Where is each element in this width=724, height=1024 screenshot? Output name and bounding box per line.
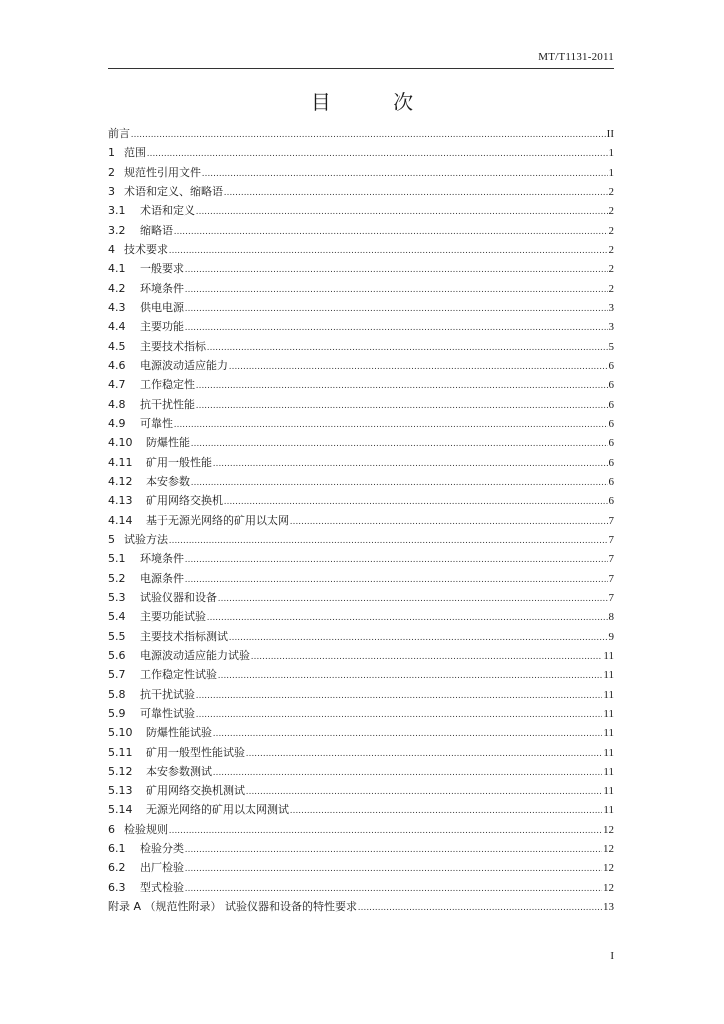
toc-entry[interactable] [108, 491, 614, 510]
toc-leader-dots [185, 840, 602, 859]
toc-entry-title: 电源条件 [140, 571, 184, 585]
toc-entry-number: 4.10 [108, 436, 133, 450]
toc-leader-dots [185, 859, 602, 878]
toc-entry-page: 2 [608, 224, 614, 237]
toc-leader-dots [218, 666, 602, 685]
toc-entry-page: 12 [603, 881, 614, 894]
toc-leader-dots [185, 260, 608, 279]
toc-entry-number: 5.10 [108, 726, 133, 740]
toc-leader-dots [218, 589, 608, 608]
toc-leader-dots [196, 376, 608, 395]
toc-entry-page: 3 [608, 301, 614, 314]
toc-entry-number: 4.2 [108, 281, 126, 295]
toc-leader-dots [131, 125, 606, 144]
toc-entry-page: 11 [603, 707, 614, 720]
toc-entry-number: 4.14 [108, 513, 133, 527]
toc-entry[interactable] [108, 820, 614, 839]
toc-entry-page: 9 [608, 630, 614, 643]
toc-entry[interactable] [108, 414, 614, 433]
toc-entry[interactable] [108, 549, 614, 568]
toc-entry-page: 6 [608, 398, 614, 411]
toc-entry-page: 6 [608, 495, 614, 508]
toc-entry-number: 4 [108, 242, 115, 256]
toc-entry-title: 主要功能试验 [140, 610, 206, 624]
toc-entry-page: 2 [608, 205, 614, 218]
toc-entry[interactable] [108, 723, 614, 742]
toc-entry-number: 4.1 [108, 262, 126, 276]
toc-entry-page: 11 [603, 649, 614, 662]
document-code: MT/T1131-2011 [538, 51, 614, 63]
toc-entry[interactable] [108, 375, 614, 394]
toc-entry-page: 12 [603, 843, 614, 856]
toc-entry-number: 5.1 [108, 552, 126, 566]
toc-entry-page: 6 [608, 417, 614, 430]
toc-entry-number: 5.6 [108, 648, 126, 662]
toc-entry[interactable] [108, 839, 614, 858]
toc-leader-dots [290, 801, 602, 820]
toc-entry-page: 3 [608, 321, 614, 334]
toc-entry[interactable] [108, 530, 614, 549]
toc-entry-title: 抗干扰试验 [140, 687, 195, 701]
toc-entry-page: 2 [608, 263, 614, 276]
toc-entry-title: 工作稳定性试验 [140, 668, 217, 682]
toc-entry-title: 本安参数测试 [146, 764, 212, 778]
toc-entry-page: 11 [603, 804, 614, 817]
toc-entry-page: 6 [608, 437, 614, 450]
toc-leader-dots [185, 570, 608, 589]
toc-entry-number: 4.12 [108, 474, 133, 488]
toc-entry-page: 6 [608, 475, 614, 488]
toc-entry-page: 12 [603, 823, 614, 836]
toc-title: 目 次 [310, 90, 442, 114]
toc-entry-title: 缩略语 [140, 223, 173, 237]
toc-entry-title: 型式检验 [140, 880, 184, 894]
toc-entry-title: 矿用一般性能 [146, 455, 212, 469]
toc-entry[interactable] [108, 627, 614, 646]
toc-entry-title: 出厂检验 [140, 861, 184, 875]
toc-leader-dots [147, 144, 608, 163]
toc-entry-page: 11 [603, 688, 614, 701]
toc-entry-title: 规范性引用文件 [124, 165, 201, 179]
toc-entry-number: 5.5 [108, 629, 126, 643]
toc-entry-title: 电源波动适应能力 [140, 358, 228, 372]
toc-entry[interactable] [108, 685, 614, 704]
toc-entry-number: 4.9 [108, 416, 126, 430]
toc-leader-dots [224, 183, 608, 202]
toc-entry-number: 5.14 [108, 803, 133, 817]
toc-entry-number: 5.4 [108, 610, 126, 624]
toc-entry[interactable] [108, 858, 614, 877]
toc-leader-dots [196, 396, 608, 415]
toc-entry-title: 矿用一般型性能试验 [146, 745, 245, 759]
toc-entry-title: 主要技术指标 [140, 339, 206, 353]
toc-entry-page: 1 [608, 147, 614, 160]
toc-leader-dots [207, 338, 608, 357]
toc-entry-page: 6 [608, 379, 614, 392]
toc-entry-title: 试验方法 [124, 532, 168, 546]
toc-leader-dots [213, 763, 602, 782]
toc-leader-dots [185, 879, 602, 898]
toc-entry-page: 2 [608, 185, 614, 198]
toc-entry-page: 6 [608, 456, 614, 469]
toc-entry-title: 基于无源光网络的矿用以太网 [146, 513, 289, 527]
toc-entry-title: 环境条件 [140, 552, 184, 566]
toc-leader-dots [207, 608, 608, 627]
toc-leader-dots [229, 628, 608, 647]
toc-entry-page: 7 [608, 533, 614, 546]
toc-entry-number: 4.4 [108, 320, 126, 334]
toc-entry[interactable] [108, 395, 614, 414]
toc-entry-title: 检验规则 [124, 822, 168, 836]
toc-entry[interactable] [108, 356, 614, 375]
toc-leader-dots [224, 492, 608, 511]
toc-entry-page: 7 [608, 514, 614, 527]
toc-entry-title: 试验仪器和设备 [140, 590, 217, 604]
toc-entry[interactable] [108, 704, 614, 723]
toc-leader-dots [196, 705, 602, 724]
toc-entry[interactable] [108, 240, 614, 259]
toc-entry-number: 3.2 [108, 223, 126, 237]
toc-entry-title: 主要技术指标测试 [140, 629, 228, 643]
toc-entry-title: 技术要求 [124, 242, 168, 256]
toc-entry-page: 8 [608, 611, 614, 624]
toc-entry-title: 检验分类 [140, 842, 184, 856]
toc-entry-number: 6.2 [108, 861, 126, 875]
toc-entry-number: 4.13 [108, 494, 133, 508]
toc-entry-title: 一般要求 [140, 262, 184, 276]
toc-leader-dots [213, 724, 602, 743]
toc-entry[interactable] [108, 511, 614, 530]
toc-entry-page: 7 [608, 572, 614, 585]
toc-entry-title: 附录 A （规范性附录） 试验仪器和设备的特性要求 [108, 900, 358, 914]
toc-entry-number: 5.12 [108, 764, 133, 778]
toc-entry[interactable] [108, 588, 614, 607]
toc-entry-number: 4.3 [108, 300, 126, 314]
toc-entry-page: 11 [603, 669, 614, 682]
toc-entry-title: 环境条件 [140, 281, 184, 295]
toc-entry-number: 5.9 [108, 706, 126, 720]
toc-entry-title: 无源光网络的矿用以太网测试 [146, 803, 289, 817]
toc-leader-dots [185, 299, 608, 318]
toc-leader-dots [191, 434, 608, 453]
toc-entry-number: 4.7 [108, 378, 126, 392]
toc-entry-page: 7 [608, 591, 614, 604]
toc-entry-page: 1 [608, 166, 614, 179]
toc-entry[interactable] [108, 453, 614, 472]
toc-entry[interactable] [108, 298, 614, 317]
toc-entry-number: 6.1 [108, 842, 126, 856]
toc-leader-dots [290, 512, 608, 531]
toc-entry-number: 5.8 [108, 687, 126, 701]
toc-entry[interactable] [108, 433, 614, 452]
toc-leader-dots [358, 898, 602, 917]
toc-entry[interactable] [108, 279, 614, 298]
toc-entry-number: 5.13 [108, 784, 133, 798]
toc-leader-dots [185, 318, 608, 337]
toc-entry-page: 7 [608, 553, 614, 566]
toc-entry[interactable] [108, 124, 614, 143]
toc-entry-number: 3 [108, 184, 115, 198]
toc-entry[interactable] [108, 259, 614, 278]
toc-entry-number: 5.7 [108, 668, 126, 682]
toc-entry-title: 范围 [124, 146, 146, 160]
toc-entry-number: 6.3 [108, 880, 126, 894]
toc-entry-title: 术语和定义 [140, 204, 195, 218]
toc-entry[interactable] [108, 221, 614, 240]
toc-entry-number: 5 [108, 532, 115, 546]
toc-entry-page: 2 [608, 243, 614, 256]
toc-leader-dots [196, 686, 602, 705]
toc-entry[interactable] [108, 201, 614, 220]
toc-entry[interactable] [108, 800, 614, 819]
toc-entry-title: 防爆性能 [146, 436, 190, 450]
toc-entry-page: 13 [603, 901, 614, 914]
toc-entry[interactable] [108, 878, 614, 897]
toc-leader-dots [229, 357, 608, 376]
toc-entry-number: 5.3 [108, 590, 126, 604]
toc-leader-dots [251, 647, 602, 666]
toc-entry-number: 4.11 [108, 455, 133, 469]
toc-entry[interactable] [108, 897, 614, 916]
toc-entry-number: 5.11 [108, 745, 133, 759]
toc-entry-title: 工作稳定性 [140, 378, 195, 392]
toc-entry-page: 12 [603, 862, 614, 875]
toc-entry-title: 可靠性试验 [140, 706, 195, 720]
toc-leader-dots [196, 202, 608, 221]
toc-leader-dots [169, 821, 602, 840]
toc-entry-title: 前言 [108, 127, 130, 140]
toc-entry-page: 11 [603, 727, 614, 740]
table-of-contents [108, 124, 614, 916]
toc-leader-dots [246, 744, 602, 763]
toc-entry-number: 5.2 [108, 571, 126, 585]
toc-entry-page: 11 [603, 785, 614, 798]
toc-entry[interactable] [108, 743, 614, 762]
toc-entry-title: 本安参数 [146, 474, 190, 488]
toc-leader-dots [174, 415, 608, 434]
toc-leader-dots [213, 454, 608, 473]
toc-entry-page: II [606, 128, 614, 140]
toc-entry-title: 电源波动适应能力试验 [140, 648, 250, 662]
header-rule [108, 68, 614, 69]
toc-entry-number: 3.1 [108, 204, 126, 218]
toc-entry-title: 防爆性能试验 [146, 726, 212, 740]
toc-entry[interactable] [108, 646, 614, 665]
toc-leader-dots [169, 241, 608, 260]
toc-entry-title: 矿用网络交换机 [146, 494, 223, 508]
toc-leader-dots [169, 531, 608, 550]
page-number: I [610, 950, 614, 962]
toc-leader-dots [246, 782, 602, 801]
toc-entry-page: 11 [603, 746, 614, 759]
toc-entry[interactable] [108, 317, 614, 336]
toc-entry-page: 11 [603, 765, 614, 778]
toc-entry-page: 6 [608, 359, 614, 372]
toc-entry[interactable] [108, 665, 614, 684]
toc-entry-title: 抗干扰性能 [140, 397, 195, 411]
toc-entry-page: 5 [608, 340, 614, 353]
toc-entry-number: 1 [108, 146, 115, 160]
toc-entry[interactable] [108, 143, 614, 162]
toc-entry[interactable] [108, 607, 614, 626]
toc-entry[interactable] [108, 472, 614, 491]
toc-leader-dots [185, 550, 608, 569]
toc-entry-number: 6 [108, 822, 115, 836]
toc-leader-dots [191, 473, 608, 492]
toc-entry-title: 供电电源 [140, 300, 184, 314]
toc-entry-title: 矿用网络交换机测试 [146, 784, 245, 798]
toc-entry[interactable] [108, 163, 614, 182]
toc-entry-title: 可靠性 [140, 416, 173, 430]
toc-entry-title: 术语和定义、缩略语 [124, 184, 223, 198]
toc-entry-number: 4.6 [108, 358, 126, 372]
toc-entry[interactable] [108, 569, 614, 588]
toc-entry-number: 4.5 [108, 339, 126, 353]
toc-leader-dots [174, 222, 608, 241]
toc-entry-title: 主要功能 [140, 320, 184, 334]
toc-entry[interactable] [108, 762, 614, 781]
toc-entry-page: 2 [608, 282, 614, 295]
toc-leader-dots [202, 164, 608, 183]
toc-entry-number: 2 [108, 165, 115, 179]
toc-leader-dots [185, 280, 608, 299]
toc-entry-number: 4.8 [108, 397, 126, 411]
toc-entry[interactable] [108, 182, 614, 201]
toc-entry[interactable] [108, 337, 614, 356]
toc-entry[interactable] [108, 781, 614, 800]
